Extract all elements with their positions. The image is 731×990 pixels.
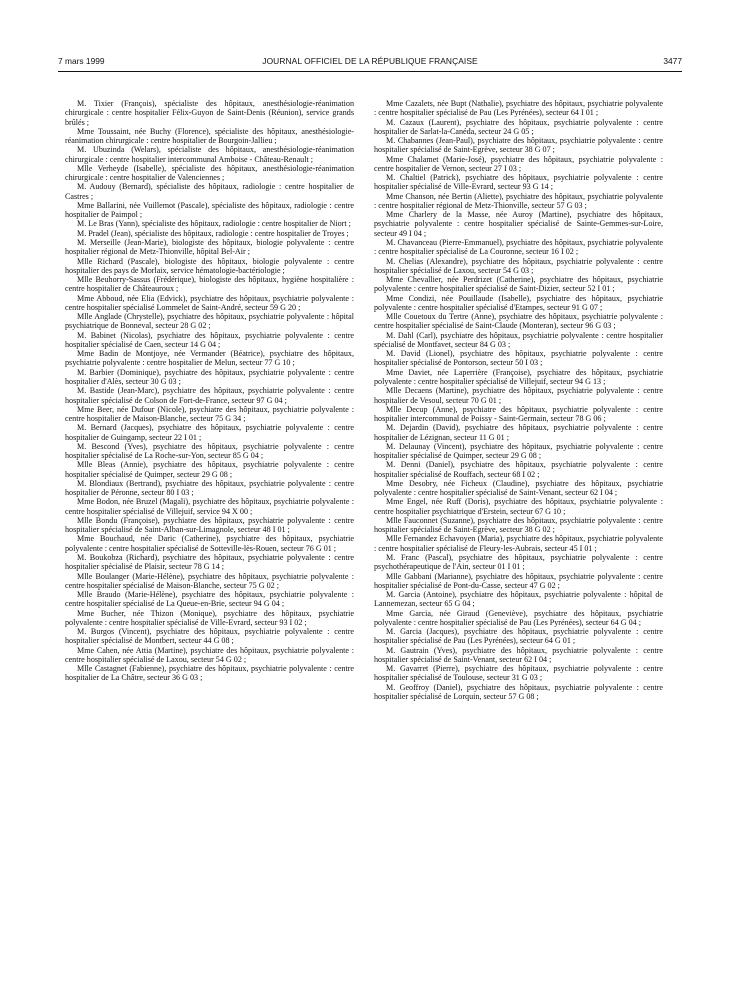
- page-number: 3477: [663, 56, 682, 66]
- appointment-entry: M. Delaunay (Vincent), psychiatre des hôpitaux, psychiatrie polyvalente : centre hospitalier spécialisé de Quimper, secteur 29 G 08 ;: [374, 441, 663, 461]
- appointment-entry: M. Gautrain (Yves), psychiatre des hôpitaux, psychiatrie polyvalente : centre hospitalier spécialisé de Saint-Venant, secteur 62 I 04 ;: [374, 645, 663, 664]
- appointment-entry: Mme Chanson, née Bertin (Aliette), psychiatre des hôpitaux, psychiatrie polyvalente : centre hospitalier régional de Metz-Thionville, secteur 57 G 03 ;: [374, 191, 663, 210]
- appointment-entry: M. Pradel (Jean), spécialiste des hôpitaux, radiologie : centre hospitalier de Troyes ;: [77, 228, 349, 238]
- appointment-entry: Mme Garcia, née Giraud (Geneviève), psychiatre des hôpitaux, psychiatrie polyvalente : centre hospitalier spécialisé de Pau (Les Pyrénées), secteur 64 G 04 ;: [374, 608, 663, 627]
- appointment-entry: M. Gavarret (Pierre), psychiatre des hôpitaux, psychiatrie polyvalente : centre hospitalier spécialisé de Toulouse, secteur 31 G 03 ;: [374, 664, 663, 683]
- appointment-entry: M. Chabannes (Jean-Paul), psychiatre des hôpitaux, psychiatrie polyvalente : centre hospitalier spécialisé de Saint-Egrève, secteur 38 G 07 ;: [374, 136, 663, 155]
- appointment-entry: Mlle Boulanger (Marie-Hélène), psychiatre des hôpitaux, psychiatrie polyvalente : centre hospitalier spécialisé de Maison-Blanche, secteur 75 G 02 ;: [65, 571, 354, 590]
- appointment-entry: M. Franc (Pascal), psychiatre des hôpitaux, psychiatrie polyvalente : centre psychothérapeutique de l'Ain, secteur 01 I 01 ;: [374, 553, 663, 572]
- appointment-entry: Mme Badin de Montjoye, née Vermander (Béatrice), psychiatre des hôpitaux, psychiatrie polyvalente : centre hospitalier de Melun, secteur 77 G 10 ;: [65, 349, 354, 368]
- left-column: [65, 99, 354, 683]
- right-column: [374, 99, 663, 701]
- appointment-entry: M. Dejardin (David), psychiatre des hôpitaux, psychiatrie polyvalente : centre hospitalier de Lézignan, secteur 11 G 01 ;: [374, 423, 663, 442]
- appointment-entry: M. Dahl (Carl), psychiatre des hôpitaux, psychiatrie polyvalente : centre hospitalier spécialisé de Montfavet, secteur 84 G 03 ;: [374, 330, 663, 349]
- appointment-entry: M. Babinet (Nicolas), psychiatre des hôpitaux, psychiatrie polyvalente : centre hospitalier spécialisé de Caen, secteur 14 G 04 ;: [65, 330, 354, 349]
- appointment-entry: M. Boukobza (Richard), psychiatre des hôpitaux, psychiatrie polyvalente : centre hospitalier spécialisé de Plaisir, secteur 78 G 14 ;: [65, 553, 354, 572]
- appointment-entry: Mlle Couetoux du Tertre (Anne), psychiatre des hôpitaux, psychiatrie polyvalente : centre hospitalier spécialisé de Saint-Claude (Monteran), secteur 96 G 03 ;: [374, 312, 663, 331]
- appointment-entry: Mlle Castagnet (Fabienne), psychiatre des hôpitaux, psychiatrie polyvalente : centre hospitalier de La Châtre, secteur 36 G 03 ;: [65, 664, 354, 683]
- appointment-entry: Mlle Decaens (Martine), psychiatre des hôpitaux, psychiatrie polyvalente : centre hospitalier de Vesoul, secteur 70 G 01 ;: [374, 386, 663, 405]
- appointment-entry: M. Tixier (François), spécialiste des hôpitaux, anesthésiologie-réanimation chirurgicale : centre hospitalier Félix-Guyon de Saint-Denis (Réunion), service grands brûlés ;: [65, 99, 354, 127]
- appointment-entry: Mlle Bondu (Françoise), psychiatre des hôpitaux, psychiatrie polyvalente : centre hospitalier spécialisé de Saint-Alban-sur-Limagnole, secteur 48 I 01 ;: [65, 515, 354, 535]
- appointment-entry: Mme Bodon, née Bruzel (Magali), psychiatre des hôpitaux, psychiatrie polyvalente : centre hospitalier spécialisé de Villejuif, service 94 X 00 ;: [65, 497, 354, 516]
- appointment-entry: Mme Chalamet (Marie-José), psychiatre des hôpitaux, psychiatrie polyvalente : centre hospitalier de Vernon, secteur 27 I 03 ;: [374, 154, 663, 173]
- appointment-entry: M. David (Lionel), psychiatre des hôpitaux, psychiatrie polyvalente : centre hospitalier spécialisé de Pontorson, secteur 50 I 03 ;: [374, 349, 663, 368]
- appointment-entry: Mlle Beuhorry-Sassus (Frédérique), biologiste des hôpitaux, hygiène hospitalière : centre hospitalier de Châteauroux ;: [65, 275, 354, 294]
- appointment-entry: M. Bescond (Yves), psychiatre des hôpitaux, psychiatrie polyvalente : centre hospitalier spécialisé de La Roche-sur-Yon, secteur 85 G 04 ;: [65, 441, 354, 461]
- appointment-entry: Mme Daviet, née Laperrière (Françoise), psychiatre des hôpitaux, psychiatrie polyvalente : centre hospitalier spécialisé de Villejuif, secteur 94 G 13 ;: [374, 367, 663, 386]
- appointment-entry: Mme Bouchaud, née Daric (Catherine), psychiatre des hôpitaux, psychiatrie polyvalente : centre hospitalier spécialisé de Sotteville-lès-Rouen, secteur 76 G 01 ;: [65, 534, 354, 553]
- appointment-entry: M. Denni (Daniel), psychiatre des hôpitaux, psychiatrie polyvalente : centre hospitalier spécialisé de Rouffach, secteur 68 I 02 ;: [374, 460, 663, 479]
- header-rule: [58, 71, 682, 72]
- appointment-entry: Mme Charlery de la Masse, née Auroy (Martine), psychiatre des hôpitaux, psychiatrie polyvalente : centre hospitalier spécialisé de Sainte-Gemmes-sur-Loire, secteur 49 I 04 ;: [374, 210, 663, 238]
- appointment-entry: Mme Desobry, née Ficheux (Claudine), psychiatre des hôpitaux, psychiatrie polyvalente : centre hospitalier spécialisé de Saint-Venant, secteur 62 I 04 ;: [374, 478, 663, 498]
- page-header: [58, 55, 682, 67]
- appointment-entry: M. Blondiaux (Bertrand), psychiatre des hôpitaux, psychiatrie polyvalente : centre hospitalier de Péronne, secteur 80 I 03 ;: [65, 478, 354, 498]
- appointment-entry: Mme Ballarini, née Vuillemot (Pascale), spécialiste des hôpitaux, radiologie : centre hospitalier de Paimpol ;: [65, 200, 354, 220]
- appointment-entry: Mme Cahen, née Attia (Martine), psychiatre des hôpitaux, psychiatrie polyvalente : centre hospitalier spécialisé de Laxou, secteur 54 G 02 ;: [65, 645, 354, 664]
- appointment-entry: Mme Bucher, née Thizon (Monique), psychiatre des hôpitaux, psychiatrie polyvalente : centre hospitalier spécialisé de Ville-Evrard, secteur 93 I 02 ;: [65, 608, 354, 627]
- appointment-entry: M. Chelias (Alexandre), psychiatre des hôpitaux, psychiatrie polyvalente : centre hospitalier spécialisé de Laxou, secteur 54 G 03 ;: [374, 256, 663, 275]
- appointment-entry: Mme Chevallier, née Perdrizet (Catherine), psychiatre des hôpitaux, psychiatrie polyvalente : centre hospitalier spécialisé de Saint-Dizier, secteur 52 I 01 ;: [374, 275, 663, 294]
- appointment-entry: M. Le Bras (Yann), spécialiste des hôpitaux, radiologie : centre hospitalier de Niort ;: [77, 219, 351, 229]
- appointment-entry: Mlle Fernandez Echavoyen (Maria), psychiatre des hôpitaux, psychiatrie polyvalente : centre hospitalier spécialisé de Fleury-les-Aubrais, secteur 45 I 01 ;: [374, 534, 663, 553]
- appointment-entry: M. Audouy (Bernard), spécialiste des hôpitaux, radiologie : centre hospitalier de Castres ;: [65, 182, 354, 201]
- appointment-entry: M. Bastide (Jean-Marc), psychiatre des hôpitaux, psychiatrie polyvalente : centre hospitalier spécialisé de Colson de Fort-de-France, secteur 97 G 04 ;: [65, 386, 354, 405]
- appointment-entry: Mme Engel, née Ruff (Doris), psychiatre des hôpitaux, psychiatrie polyvalente : centre hospitalier psychiatrique d'Erstein, secteur 67 G 10 ;: [374, 497, 663, 516]
- appointment-entry: Mme Beer, née Dufour (Nicole), psychiatre des hôpitaux, psychiatrie polyvalente : centre hospitalier de Maison-Blanche, secteur 75 G 34 ;: [65, 404, 354, 424]
- appointment-entry: M. Geoffroy (Daniel), psychiatre des hôpitaux, psychiatrie polyvalente : centre hospitalier spécialisé de Lorquin, secteur 57 G 08 ;: [374, 682, 663, 701]
- appointment-entry: M. Barbier (Dominique), psychiatre des hôpitaux, psychiatrie polyvalente : centre hospitalier d'Alès, secteur 30 G 03 ;: [65, 367, 354, 386]
- appointment-entry: Mlle Gabbani (Marianne), psychiatre des hôpitaux, psychiatrie polyvalente : centre hospitalier spécialisé de Pont-du-Casse, secteur 47 G 02 ;: [374, 571, 663, 590]
- appointment-entry: M. Bernard (Jacques), psychiatre des hôpitaux, psychiatrie polyvalente : centre hospitalier de Guingamp, secteur 22 I 01 ;: [65, 423, 354, 442]
- appointment-entry: M. Cazaux (Laurent), psychiatre des hôpitaux, psychiatrie polyvalente : centre hospitalier de Sarlat-la-Canéda, secteur 24 G 05 ;: [374, 117, 663, 136]
- appointment-entry: M. Burgos (Vincent), psychiatre des hôpitaux, psychiatrie polyvalente : centre hospitalier spécialisé de Montbert, secteur 44 G 08 ;: [65, 627, 354, 646]
- appointment-entry: M. Ubuzinda (Welars), spécialiste des hôpitaux, anesthésiologie-réanimation chirurgicale : centre hospitalier intercommunal Amboise - Château-Renault ;: [65, 145, 354, 164]
- appointment-entry: Mme Toussaint, née Buchy (Florence), spécialiste des hôpitaux, anesthésiologie-réanimation chirurgicale : centre hospitalier de Bourgoin-Jallieu ;: [65, 126, 354, 146]
- appointment-entry: Mlle Decup (Anne), psychiatre des hôpitaux, psychiatrie polyvalente : centre hospitalier intercommunal de Poissy - Saint-Germain, secteur 78 G 06 ;: [374, 404, 663, 424]
- appointment-entry: Mlle Fauconnet (Suzanne), psychiatre des hôpitaux, psychiatrie polyvalente : centre hospitalier spécialisé de Saint-Egrève, secteur 38 G 02 ;: [374, 515, 663, 535]
- appointment-entry: Mme Abboud, née Elia (Edvick), psychiatre des hôpitaux, psychiatrie polyvalente : centre hospitalier spécialisé Lommelet de Saint-André, secteur 59 G 20 ;: [65, 293, 354, 312]
- appointment-entry: M. Garcia (Jacques), psychiatre des hôpitaux, psychiatrie polyvalente : centre hospitalier spécialisé de Pau (Les Pyrénées), secteur 64 G 01 ;: [374, 627, 663, 646]
- appointment-entry: Mlle Verheyde (Isabelle), spécialiste des hôpitaux, anesthésiologie-réanimation chirurgicale : centre hospitalier de Valenciennes ;: [65, 163, 354, 183]
- appointment-entry: M. Garcia (Antoine), psychiatre des hôpitaux, psychiatrie polyvalente : hôpital de Lannemezan, secteur 65 G 04 ;: [374, 590, 663, 609]
- appointment-entry: Mlle Anglade (Chrystelle), psychiatre des hôpitaux, psychiatrie polyvalente : hôpital psychiatrique de Bonneval, secteur 28 G 02 ;: [65, 312, 354, 331]
- appointment-entry: Mlle Richard (Pascale), biologiste des hôpitaux, biologie polyvalente : centre hospitalier des pays de Morlaix, service hématologie-bactériologie ;: [65, 256, 354, 275]
- appointment-entry: Mme Cazalets, née Bupt (Nathalie), psychiatre des hôpitaux, psychiatrie polyvalente : centre hospitalier spécialisé de Pau (Les Pyrénées), secteur 64 I 01 ;: [374, 99, 663, 118]
- appointment-entry: Mlle Braudo (Marie-Hélène), psychiatre des hôpitaux, psychiatrie polyvalente : centre hospitalier spécialisé de La Queue-en-Brie, secteur 94 G 04 ;: [65, 590, 354, 609]
- header-date: 7 mars 1999: [58, 56, 105, 66]
- appointment-entry: M. Merseille (Jean-Marie), biologiste des hôpitaux, biologie polyvalente : centre hospitalier régional de Metz-Thionville, hôpital Bel-Air ;: [65, 237, 354, 257]
- appointment-entry: M. Chavanceau (Pierre-Emmanuel), psychiatre des hôpitaux, psychiatrie polyvalente : centre hospitalier spécialisé de La Couronne, secteur 16 I 02 ;: [374, 237, 663, 257]
- appointment-entry: Mme Condizi, née Pouillaude (Isabelle), psychiatre des hôpitaux, psychiatrie polyvalente : centre hospitalier spécialisé d'Etampes, secteur 91 G 07 ;: [374, 293, 663, 312]
- journal-title: JOURNAL OFFICIEL DE LA RÉPUBLIQUE FRANÇAISE: [262, 56, 478, 66]
- appointment-entry: M. Chaltiel (Patrick), psychiatre des hôpitaux, psychiatrie polyvalente : centre hospitalier spécialisé de Ville-Evrard, secteur 93 G 14 ;: [374, 173, 663, 192]
- appointment-entry: Mlle Bleas (Annie), psychiatre des hôpitaux, psychiatrie polyvalente : centre hospitalier spécialisé de Quimper, secteur 29 G 08 ;: [65, 460, 354, 479]
